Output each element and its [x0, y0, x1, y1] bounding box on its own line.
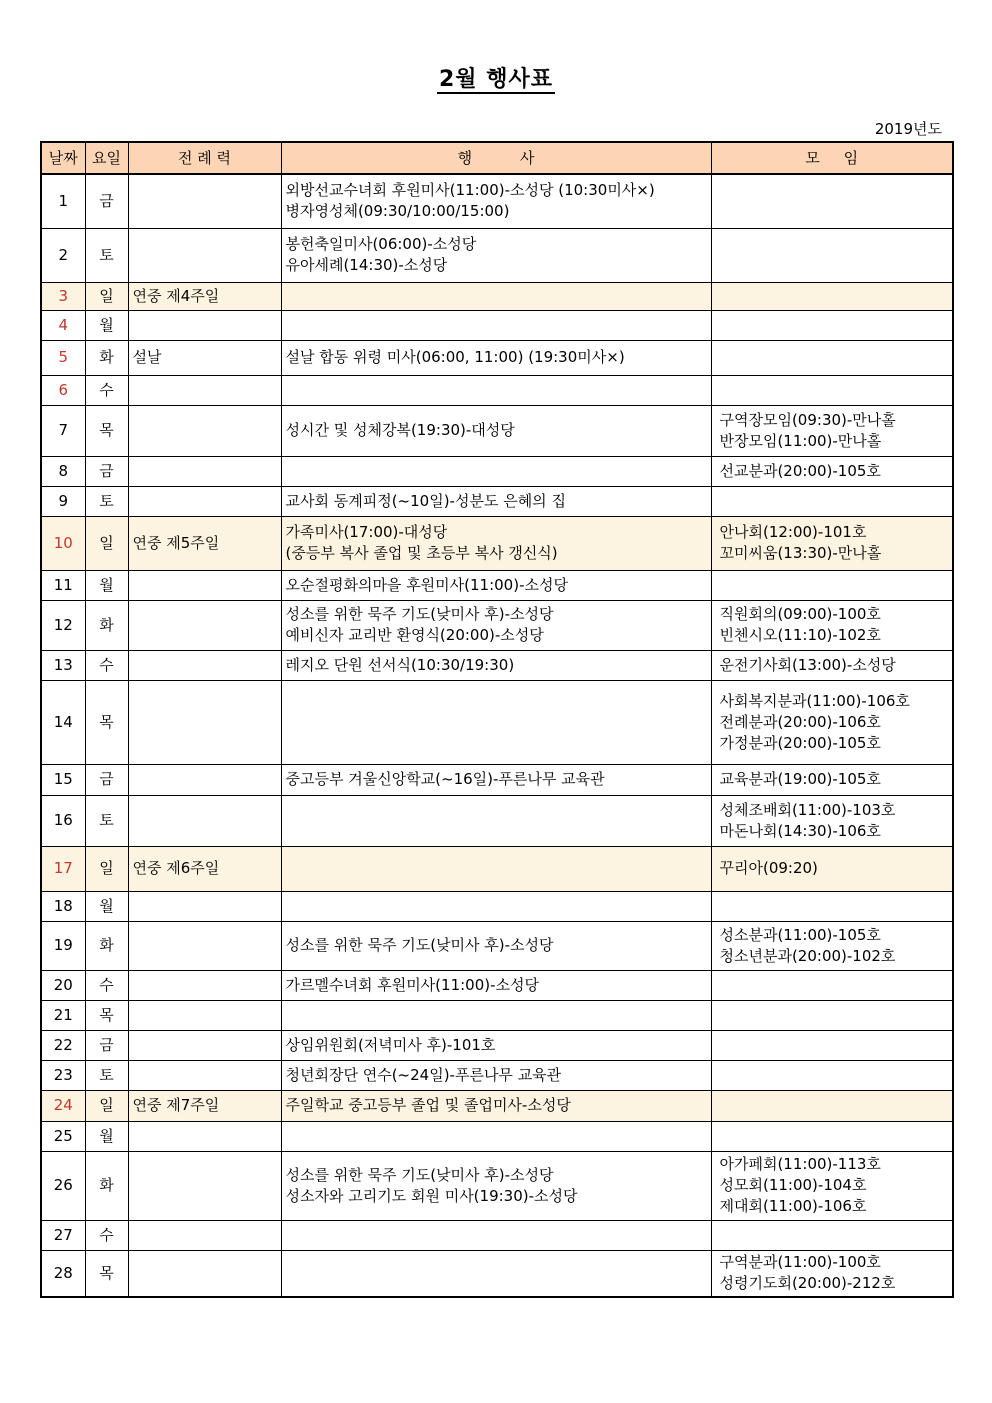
- date-cell: 8: [41, 456, 85, 486]
- events-cell: [281, 680, 711, 764]
- table-row: [41, 486, 953, 516]
- liturgy-cell: 연중 제4주일: [128, 282, 281, 310]
- event-item: 레지오 단원 선서식(10:30/19:30): [285, 655, 515, 674]
- meeting-item: 마돈나회(14:30)-106호: [719, 821, 881, 840]
- day-cell: 금: [85, 764, 128, 795]
- meeting-item: 선교분과(20:00)-105호: [719, 461, 881, 480]
- meetings-cell: [711, 310, 953, 340]
- table-row: [41, 1250, 953, 1297]
- events-cell: [281, 1090, 711, 1121]
- table-row: [41, 795, 953, 846]
- date-cell: 26: [41, 1151, 85, 1220]
- date-cell: 2: [41, 228, 85, 282]
- events-cell: [281, 1060, 711, 1090]
- meetings-cell: [711, 1121, 953, 1151]
- day-cell: 토: [85, 795, 128, 846]
- event-item: 상임위원회(저녁미사 후)-101호: [285, 1035, 496, 1054]
- meetings-cell: [711, 405, 953, 456]
- date-cell: 17: [41, 846, 85, 891]
- date-cell: 11: [41, 570, 85, 600]
- meetings-cell: [711, 600, 953, 650]
- liturgy-cell: [128, 1060, 281, 1090]
- day-cell: 화: [85, 340, 128, 375]
- date-cell: 19: [41, 921, 85, 970]
- meetings-cell: [711, 970, 953, 1000]
- table-row: [41, 764, 953, 795]
- events-cell: [281, 1030, 711, 1060]
- day-cell: 금: [85, 1030, 128, 1060]
- meetings-cell: [711, 680, 953, 764]
- day-cell: 월: [85, 310, 128, 340]
- day-cell: 금: [85, 456, 128, 486]
- liturgy-cell: [128, 921, 281, 970]
- liturgy-cell: [128, 456, 281, 486]
- day-cell: 월: [85, 1121, 128, 1151]
- liturgy-cell: [128, 764, 281, 795]
- event-item: 예비신자 교리반 환영식(20:00)-소성당: [285, 626, 544, 644]
- header-liturgy: 전 례 력: [128, 142, 281, 174]
- event-schedule-table: [40, 141, 954, 1298]
- events-cell: [281, 228, 711, 282]
- day-cell: 화: [85, 600, 128, 650]
- events-cell: [281, 764, 711, 795]
- meetings-cell: [711, 1000, 953, 1030]
- date-cell: 10: [41, 516, 85, 570]
- meetings-cell: [711, 516, 953, 570]
- table-row: [41, 650, 953, 680]
- day-cell: 목: [85, 1000, 128, 1030]
- liturgy-cell: 설날: [128, 340, 281, 375]
- meetings-cell: [711, 1151, 953, 1220]
- liturgy-cell: [128, 970, 281, 1000]
- events-cell: [281, 1220, 711, 1250]
- meeting-item: 사회복지분과(11:00)-106호: [719, 691, 910, 710]
- event-item: (중등부 복사 졸업 및 초등부 복사 갱신식): [285, 544, 558, 562]
- table-row: [41, 846, 953, 891]
- date-cell: 7: [41, 405, 85, 456]
- header-meetings: 모 임: [711, 142, 953, 174]
- events-cell: [281, 795, 711, 846]
- day-cell: 토: [85, 228, 128, 282]
- event-item: 성소를 위한 묵주 기도(낮미사 후)-소성당: [285, 605, 554, 623]
- header-day: 요일: [85, 142, 128, 174]
- day-cell: 토: [85, 1060, 128, 1090]
- date-cell: 3: [41, 282, 85, 310]
- event-item: 중고등부 겨울신앙학교(~16일)-푸른나무 교육관: [285, 770, 605, 788]
- events-cell: [281, 310, 711, 340]
- meeting-item: 성체조배회(11:00)-103호: [719, 800, 896, 819]
- event-item: 가르멜수녀회 후원미사(11:00)-소성당: [285, 975, 539, 994]
- date-cell: 13: [41, 650, 85, 680]
- liturgy-cell: [128, 375, 281, 405]
- meeting-item: 구역분과(11:00)-100호: [719, 1253, 881, 1272]
- header-date: 날짜: [41, 142, 85, 174]
- event-item: 설날 합동 위령 미사(06:00, 11:00) (19:30미사×): [285, 348, 625, 366]
- meetings-cell: [711, 174, 953, 228]
- meeting-item: 직원회의(09:00)-100호: [719, 605, 881, 623]
- events-cell: [281, 570, 711, 600]
- meetings-cell: [711, 570, 953, 600]
- page-title: 2월 행사표: [439, 67, 553, 92]
- date-cell: 9: [41, 486, 85, 516]
- table-row: [41, 921, 953, 970]
- events-cell: [281, 1250, 711, 1297]
- events-cell: [281, 375, 711, 405]
- table-row: [41, 680, 953, 764]
- date-cell: 4: [41, 310, 85, 340]
- table-row: [41, 375, 953, 405]
- year-label: 2019년도: [874, 120, 942, 138]
- table-row: [41, 1151, 953, 1220]
- table-row: [41, 340, 953, 375]
- event-item: 성소를 위한 묵주 기도(낮미사 후)-소성당: [285, 936, 554, 954]
- liturgy-cell: [128, 405, 281, 456]
- meeting-item: 성소분과(11:00)-105호: [719, 925, 881, 944]
- meetings-cell: [711, 891, 953, 921]
- meeting-item: 전례분과(20:00)-106호: [719, 712, 881, 731]
- event-item: 성소자와 고리기도 회원 미사(19:30)-소성당: [285, 1186, 578, 1205]
- date-cell: 12: [41, 600, 85, 650]
- liturgy-cell: [128, 1030, 281, 1060]
- table-row: [41, 570, 953, 600]
- event-item: 주일학교 중고등부 졸업 및 졸업미사-소성당: [285, 1096, 571, 1114]
- table-row: [41, 405, 953, 456]
- liturgy-cell: [128, 174, 281, 228]
- liturgy-cell: [128, 1151, 281, 1220]
- table-row: [41, 1121, 953, 1151]
- date-cell: 21: [41, 1000, 85, 1030]
- liturgy-cell: 연중 제7주일: [128, 1090, 281, 1121]
- events-cell: [281, 921, 711, 970]
- day-cell: 일: [85, 1090, 128, 1121]
- liturgy-cell: [128, 1250, 281, 1297]
- meetings-cell: [711, 1030, 953, 1060]
- table-row: [41, 456, 953, 486]
- day-cell: 목: [85, 1250, 128, 1297]
- meetings-cell: [711, 1220, 953, 1250]
- day-cell: 목: [85, 405, 128, 456]
- table-row: [41, 1090, 953, 1121]
- events-cell: [281, 970, 711, 1000]
- day-cell: 토: [85, 486, 128, 516]
- event-item: 병자영성체(09:30/10:00/15:00): [285, 202, 510, 221]
- meeting-item: 구역장모임(09:30)-만나홀: [719, 410, 896, 429]
- table-row: [41, 310, 953, 340]
- meetings-cell: [711, 650, 953, 680]
- events-cell: [281, 650, 711, 680]
- meetings-cell: [711, 1250, 953, 1297]
- events-cell: [281, 1000, 711, 1030]
- liturgy-cell: [128, 600, 281, 650]
- liturgy-cell: [128, 486, 281, 516]
- events-cell: [281, 516, 711, 570]
- event-item: 외방선교수녀회 후원미사(11:00)-소성당 (10:30미사×): [285, 181, 655, 200]
- liturgy-cell: [128, 795, 281, 846]
- date-cell: 28: [41, 1250, 85, 1297]
- meeting-item: 성모회(11:00)-104호: [719, 1176, 867, 1194]
- meeting-item: 제대회(11:00)-106호: [719, 1197, 867, 1215]
- table-row: [41, 1000, 953, 1030]
- day-cell: 화: [85, 921, 128, 970]
- table-row: [41, 228, 953, 282]
- event-item: 청년회장단 연수(~24일)-푸른나무 교육관: [285, 1065, 562, 1084]
- liturgy-cell: [128, 650, 281, 680]
- event-item: 교사회 동계피정(~10일)-성분도 은혜의 집: [285, 491, 566, 510]
- event-item: 가족미사(17:00)-대성당: [285, 523, 448, 541]
- date-cell: 15: [41, 764, 85, 795]
- day-cell: 일: [85, 516, 128, 570]
- meeting-item: 성령기도회(20:00)-212호: [719, 1274, 896, 1293]
- liturgy-cell: [128, 570, 281, 600]
- meetings-cell: [711, 795, 953, 846]
- events-cell: [281, 405, 711, 456]
- day-cell: 목: [85, 680, 128, 764]
- meeting-item: 꾸리아(09:20): [719, 859, 818, 877]
- date-cell: 27: [41, 1220, 85, 1250]
- events-cell: [281, 282, 711, 310]
- day-cell: 일: [85, 282, 128, 310]
- event-item: 유아세례(14:30)-소성당: [285, 256, 448, 274]
- liturgy-cell: [128, 1121, 281, 1151]
- meetings-cell: [711, 921, 953, 970]
- day-cell: 금: [85, 174, 128, 228]
- liturgy-cell: [128, 680, 281, 764]
- table-row: [41, 1220, 953, 1250]
- meeting-item: 반장모임(11:00)-만나홀: [719, 431, 882, 450]
- table-row: [41, 970, 953, 1000]
- meeting-item: 교육분과(19:00)-105호: [719, 770, 881, 788]
- meetings-cell: [711, 846, 953, 891]
- date-cell: 24: [41, 1090, 85, 1121]
- date-cell: 20: [41, 970, 85, 1000]
- day-cell: 수: [85, 1220, 128, 1250]
- date-cell: 1: [41, 174, 85, 228]
- events-cell: [281, 174, 711, 228]
- meeting-item: 아가페회(11:00)-113호: [719, 1155, 881, 1173]
- meetings-cell: [711, 764, 953, 795]
- day-cell: 수: [85, 650, 128, 680]
- meetings-cell: [711, 340, 953, 375]
- date-cell: 6: [41, 375, 85, 405]
- liturgy-cell: 연중 제5주일: [128, 516, 281, 570]
- liturgy-cell: [128, 1220, 281, 1250]
- table-row: [41, 516, 953, 570]
- date-cell: 14: [41, 680, 85, 764]
- events-cell: [281, 456, 711, 486]
- liturgy-cell: [128, 891, 281, 921]
- event-item: 오순절평화의마을 후원미사(11:00)-소성당: [285, 575, 568, 594]
- meetings-cell: [711, 1090, 953, 1121]
- meeting-item: 빈첸시오(11:10)-102호: [719, 626, 881, 644]
- day-cell: 월: [85, 891, 128, 921]
- day-cell: 일: [85, 846, 128, 891]
- table-row: [41, 600, 953, 650]
- events-cell: [281, 486, 711, 516]
- meetings-cell: [711, 282, 953, 310]
- event-item: 성시간 및 성체강복(19:30)-대성당: [285, 421, 515, 439]
- event-item: 성소를 위한 묵주 기도(낮미사 후)-소성당: [285, 1165, 554, 1184]
- table-row: [41, 174, 953, 228]
- date-cell: 23: [41, 1060, 85, 1090]
- meetings-cell: [711, 228, 953, 282]
- liturgy-cell: 연중 제6주일: [128, 846, 281, 891]
- day-cell: 수: [85, 375, 128, 405]
- meetings-cell: [711, 375, 953, 405]
- events-cell: [281, 846, 711, 891]
- event-item: 봉헌축일미사(06:00)-소성당: [285, 235, 477, 253]
- date-cell: 18: [41, 891, 85, 921]
- meetings-cell: [711, 456, 953, 486]
- day-cell: 수: [85, 970, 128, 1000]
- table-row: [41, 1030, 953, 1060]
- table-row: [41, 282, 953, 310]
- meeting-item: 꼬미씨움(13:30)-만나홀: [719, 544, 882, 562]
- day-cell: 화: [85, 1151, 128, 1220]
- meeting-item: 안나회(12:00)-101호: [719, 523, 867, 541]
- meeting-item: 청소년분과(20:00)-102호: [719, 946, 896, 965]
- header-events: 행 사: [281, 142, 711, 174]
- events-cell: [281, 1151, 711, 1220]
- meeting-item: 가정분과(20:00)-105호: [719, 733, 881, 752]
- meetings-cell: [711, 486, 953, 516]
- liturgy-cell: [128, 228, 281, 282]
- date-cell: 16: [41, 795, 85, 846]
- meetings-cell: [711, 1060, 953, 1090]
- date-cell: 22: [41, 1030, 85, 1060]
- day-cell: 월: [85, 570, 128, 600]
- events-cell: [281, 600, 711, 650]
- events-cell: [281, 340, 711, 375]
- meeting-item: 운전기사회(13:00)-소성당: [719, 655, 896, 674]
- date-cell: 5: [41, 340, 85, 375]
- liturgy-cell: [128, 1000, 281, 1030]
- events-cell: [281, 1121, 711, 1151]
- liturgy-cell: [128, 310, 281, 340]
- events-cell: [281, 891, 711, 921]
- table-header-row: [41, 142, 953, 174]
- date-cell: 25: [41, 1121, 85, 1151]
- table-row: [41, 891, 953, 921]
- table-row: [41, 1060, 953, 1090]
